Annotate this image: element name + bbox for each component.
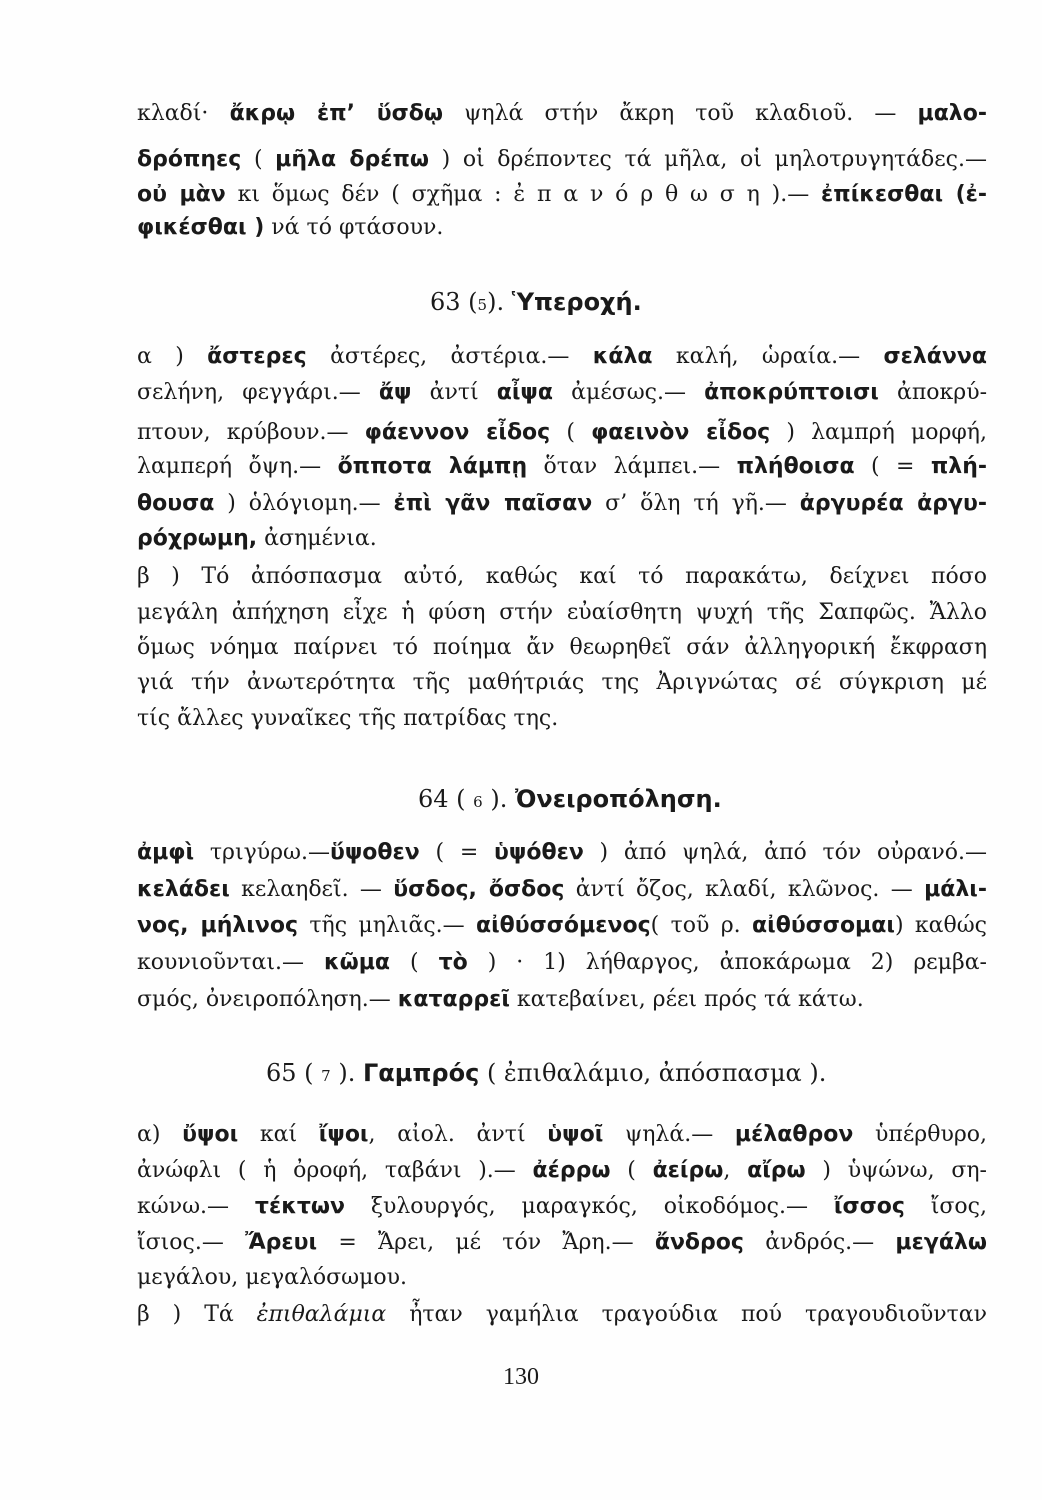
text-line: δρόπηες ( μῆλα δρέπω ) οἱ δρέποντες τά μῆλα, οἱ μηλοτρυγητάδες.—	[137, 147, 987, 172]
text-line: λαμπερή ὄψη.— ὄπποτα λάμπῃ ὅταν λάμπει.— πλήθοισα ( = πλή-	[137, 454, 987, 479]
text-line: οὐ μὰν κι ὅμως δέν ( σχῆμα : ἐ π α ν ό ρ θ ω σ η ).— ἐπίκεσθαι (ἐ-	[137, 182, 987, 207]
text-line: ἀμφὶ τριγύρω.—ὕψοθεν ( = ὑψόθεν ) ἀπό ψηλά, ἀπό τόν οὐρανό.—	[137, 840, 988, 865]
text-line: κουνιοῦνται.— κῶμα ( τὸ ) · 1) λήθαργος, ἀποκάρωμα 2) ρεμβα-	[137, 950, 987, 975]
text-line: πτουν, κρύβουν.— φάεννον εἶδος ( φαεινὸν εἶδος ) λαμπρή μορφή,	[137, 420, 987, 445]
section-heading-65: 65 ( 7 ). Γαμπρός ( ἐπιθαλάμιο, ἀπόσπασμα ).	[266, 1059, 827, 1087]
text-line: ὅμως νόημα παίρνει τό ποίημα ἄν θεωρηθεῖ σάν ἀλληγορική ἔκφραση	[137, 635, 987, 660]
fragment-number: 5	[477, 296, 488, 314]
text-line: νος, μήλινος τῆς μηλιᾶς.— αἰθύσσόμενος( τοῦ ρ. αἰθύσσομαι) καθώς	[137, 913, 987, 938]
section-number: 64	[418, 785, 449, 813]
text-line: μεγάλη ἀπήχηση εἶχε ἡ φύση στήν εὐαίσθητη ψυχή τῆς Σαπφῶς. Ἄλλο	[137, 600, 987, 625]
text-line: φικέσθαι ) νά τό φτάσουν.	[137, 215, 444, 240]
text-line: γιά τήν ἀνωτερότητα τῆς μαθήτριάς της Ἀριγνώτας σέ σύγκριση μέ	[137, 670, 987, 695]
text-line: μεγάλου, μεγαλόσωμου.	[137, 1265, 408, 1290]
text-line: τίς ἄλλες γυναῖκες τῆς πατρίδας της.	[137, 706, 559, 731]
section-heading-63: 63 (5). Ὑπεροχή.	[430, 288, 642, 316]
text-line: ρόχρωμη, ἀσημένια.	[137, 526, 377, 551]
text-line: κώνω.— τέκτων ξυλουργός, μαραγκός, οἰκοδόμος.— ἴσσος ἴσος,	[137, 1194, 987, 1219]
text-line: θουσα ) ὁλόγιομη.— ἐπὶ γᾶν παῖσαν σ’ ὅλη τή γῆ.— ἀργυρέα ἀργυ-	[137, 491, 987, 516]
text-line: σελήνη, φεγγάρι.— ἄψ ἀντί αἶψα ἀμέσως.— ἀποκρύπτοισι ἀποκρύ-	[137, 380, 988, 405]
text-line: β ) Τά ἐπιθαλάμια ἦταν γαμήλια τραγούδια πού τραγουδιοῦνταν	[137, 1302, 987, 1327]
page-number: 130	[503, 1364, 539, 1390]
section-title: Ὀνειροπόληση.	[514, 785, 722, 813]
fragment-number: 6	[473, 793, 483, 811]
section-heading-64: 64 ( 6 ). Ὀνειροπόληση.	[418, 785, 722, 813]
section-title: Ὑπεροχή.	[511, 288, 642, 316]
text-line: β ) Τό ἀπόσπασμα αὐτό, καθώς καί τό παρακάτω, δείχνει πόσο	[137, 564, 987, 589]
section-number: 65	[266, 1059, 297, 1087]
text-line: κελάδει κελαηδεῖ. — ὕσδος, ὄσδος ἀντί ὄζος, κλαδί, κλῶνος. — μάλι-	[137, 877, 988, 902]
section-title: Γαμπρός	[362, 1059, 480, 1087]
text-line: ἴσιος.— Ἄρευι = Ἄρει, μέ τόν Ἄρη.— ἄνδρος ἀνδρός.— μεγάλω	[137, 1230, 987, 1255]
section-number: 63	[430, 288, 461, 316]
text-line: α) ὔψοι καί ἴψοι, αἰολ. ἀντί ὑψοῖ ψηλά.— μέλαθρον ὑπέρθυρο,	[137, 1122, 988, 1147]
fragment-number: 7	[321, 1067, 331, 1085]
text-line: α ) ἄστερες ἀστέρες, ἀστέρια.— κάλα καλή, ὡραία.— σελάννα	[137, 344, 987, 369]
text-line: σμός, ὀνειροπόληση.— καταρρεῖ κατεβαίνει, ρέει πρός τά κάτω.	[137, 987, 864, 1012]
text-line: κλαδί· ἄκρῳ ἐπ’ ὕσδῳ ψηλά στήν ἄκρη τοῦ κλαδιοῦ. — μαλο-	[137, 101, 987, 126]
section-subtitle: ( ἐπιθαλάμιο, ἀπόσπασμα ).	[486, 1059, 827, 1087]
text-line: ἀνώφλι ( ἡ ὀροφή, ταβάνι ).— ἀέρρω ( ἀείρω, αἴρω ) ὑψώνω, ση-	[137, 1158, 987, 1183]
